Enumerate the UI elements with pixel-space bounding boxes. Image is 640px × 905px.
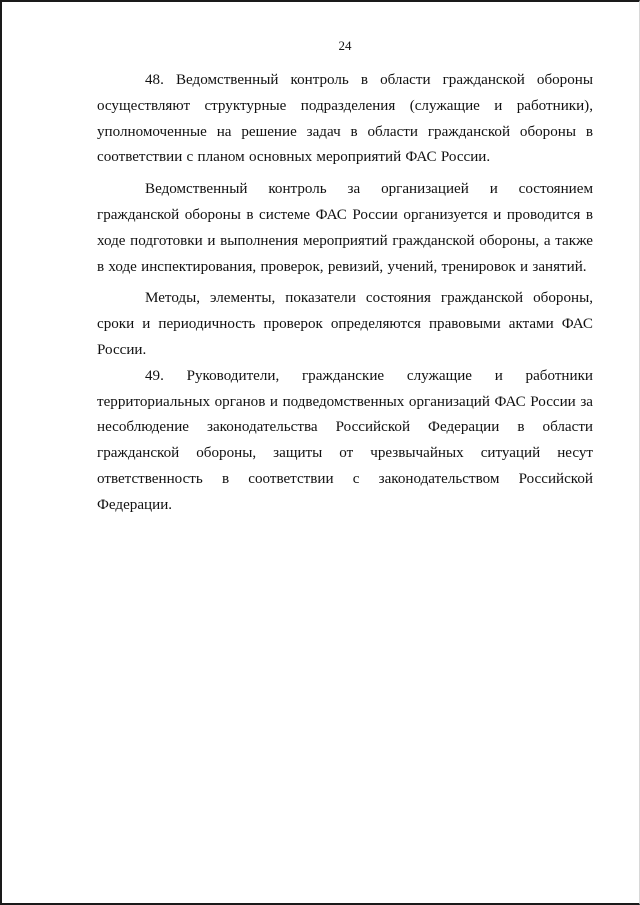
page-number: 24	[338, 38, 352, 53]
paragraph-49: 49. Руководители, гражданские служащие и работники территориальных органов и подведомственных организаций ФАС России за несоблюдение законодательства Российской Федерации в области гражданской обороны, защиты от чрезвычайных ситуаций несут ответственность в соответствии с законодательством Российской Федерации.	[97, 367, 593, 513]
paragraph-control-organization: Ведомственный контроль за организацией и состоянием гражданской обороны в системе ФАС России организуется и проводится в ходе подготовки и выполнения мероприятий гражданской обороны, а также в ходе инспектирования, проверок, ревизий, учений, тренировок и занятий.	[97, 181, 593, 275]
document-page	[97, 38, 593, 519]
paragraph-48: 48. Ведомственный контроль в области гражданской обороны осуществляют структурные подразделения (служащие и работники), уполномоченные на решение задач в области гражданской обороны в соответствии с планом основных мероприятий ФАС России.	[97, 72, 593, 166]
paragraph-methods: Методы, элементы, показатели состояния гражданской обороны, сроки и периодичность проверок определяются правовыми актами ФАС России.	[97, 290, 593, 358]
